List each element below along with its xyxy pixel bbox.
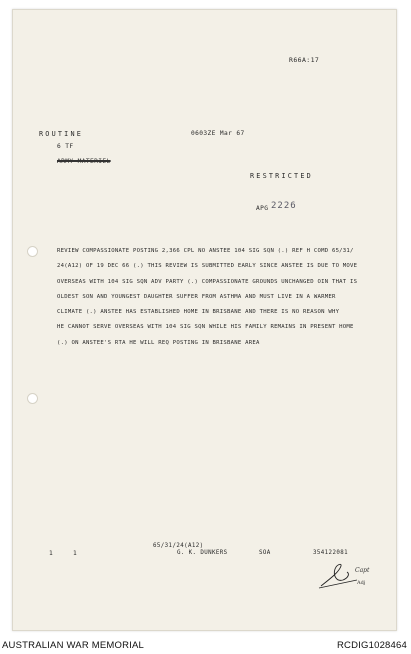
reference-top: R66A:17 <box>289 56 320 64</box>
body-line: REVIEW COMPASSIONATE POSTING 2,366 CPL NO ANSTEE 104 SIG SQN (.) REF H COMD 65/31/ <box>57 248 354 254</box>
document-page <box>12 9 397 631</box>
footer-page-number: 1 <box>49 550 54 557</box>
body-line: CLIMATE (.) ANSTEE HAS ESTABLISHED HOME IN BRISBANE AND THERE IS NO REASON WHY <box>57 309 340 316</box>
from-line: 6 TF <box>57 143 74 150</box>
punch-hole-upper <box>27 246 38 257</box>
footer-number: 354122081 <box>313 550 349 556</box>
serial-label: APG <box>256 205 269 212</box>
classification: RESTRICTED <box>250 172 313 180</box>
body-line: OLDEST SON AND YOUNGEST DAUGHTER SUFFER FROM ASTHMA AND MUST LIVE IN A WARMER <box>57 293 336 300</box>
body-line: OVERSEAS WITH 104 SIG SQN ADV PARTY (.) COMPASSIONATE GROUNDS UNCHANGED OIN THAT IS <box>57 278 358 285</box>
body-line: (.) ON ANSTEE'S RTA HE WILL REQ POSTING IN BRISBANE AREA <box>57 339 260 346</box>
body-line: HE CANNOT SERVE OVERSEAS WITH 104 SIG SQN WHILE HIS FAMILY REMAINS IN PRESENT HOME <box>57 324 354 331</box>
precedence: ROUTINE <box>39 130 84 138</box>
punch-hole-lower <box>27 393 38 404</box>
body-line: 24(A12) OF 19 DEC 66 (.) THIS REVIEW IS SUBMITTED EARLY SINCE ANSTEE IS DUE TO MOVE <box>57 263 358 270</box>
attribution-right: RCDIG1028464 <box>337 640 407 651</box>
footer-copy-number: 1 <box>73 550 78 557</box>
footer-rank: SOA <box>259 550 271 556</box>
serial-number-stamp: 2226 <box>271 201 297 211</box>
struck-addressee: ARMY MATERIEL <box>57 158 111 165</box>
attribution-left: AUSTRALIAN WAR MEMORIAL <box>2 640 145 651</box>
attribution-bar <box>0 636 411 654</box>
handwritten-signature <box>317 560 377 590</box>
footer-file-ref: 65/31/24(A12) <box>153 543 204 549</box>
date-time-group: 0603ZE Mar 67 <box>191 130 245 137</box>
svg-text:Adj: Adj <box>357 580 366 586</box>
signature-caption: Capt <box>355 567 370 574</box>
message-body <box>57 244 392 351</box>
footer-name: G. K. DUNKERS <box>177 550 228 556</box>
